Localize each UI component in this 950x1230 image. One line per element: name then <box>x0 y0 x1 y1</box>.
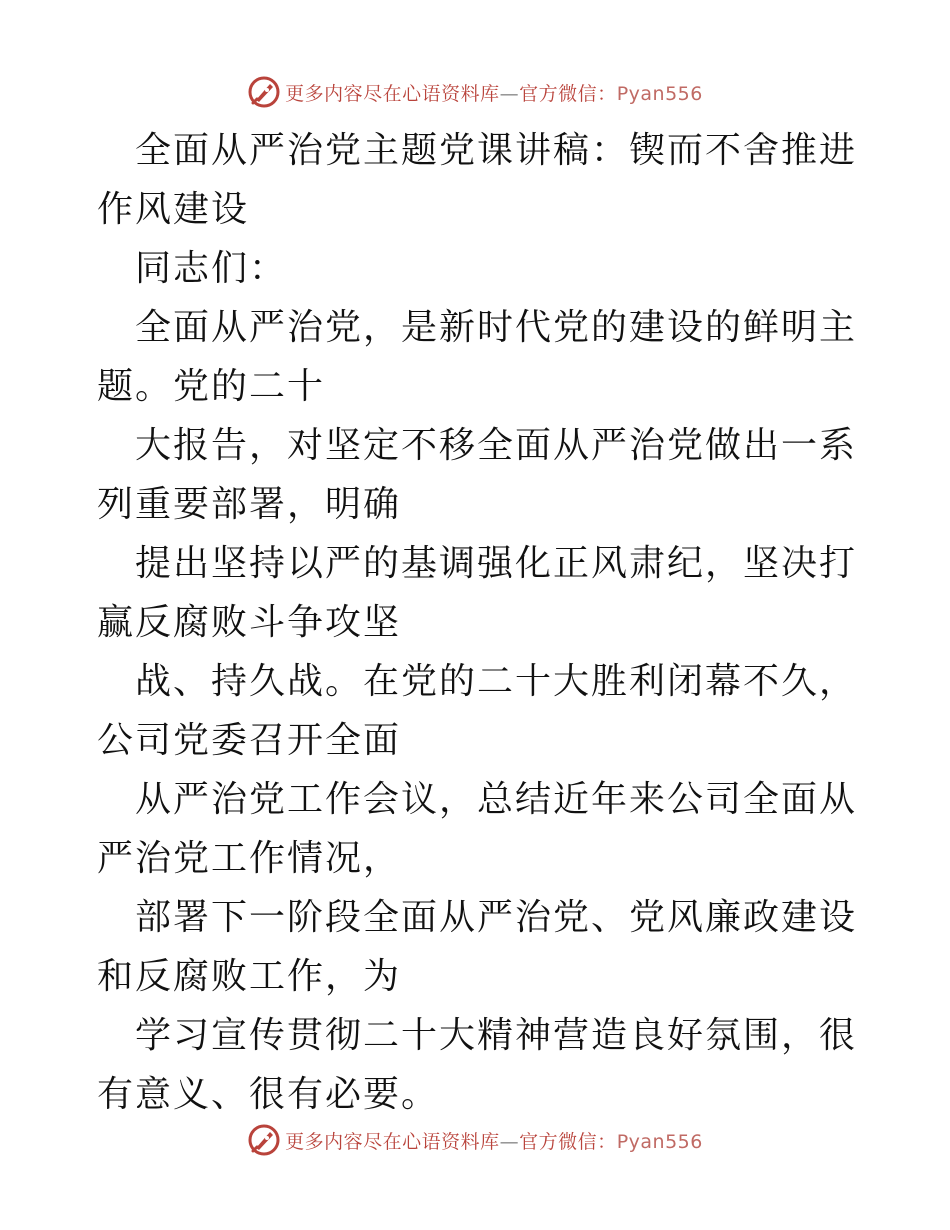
banner-separator: — <box>499 1130 520 1153</box>
banner-wechat-id: Pyan556 <box>616 82 703 105</box>
header-banner <box>0 72 950 112</box>
greeting: 同志们： <box>135 248 288 289</box>
paragraph: 战、持久战。在党的二十大胜利闭幕不久，公司党委召开全面 <box>97 661 858 761</box>
quill-pen-logo-icon <box>247 1123 281 1157</box>
banner-separator: — <box>499 82 520 105</box>
banner-wechat-id: Pyan556 <box>616 1130 703 1153</box>
paragraph: 大报告，对坚定不移全面从严治党做出一系列重要部署，明确 <box>97 425 858 525</box>
banner-text <box>285 79 703 106</box>
banner-text <box>285 1127 703 1154</box>
paragraph: 从严治党工作会议，总结近年来公司全面从严治党工作情况， <box>97 779 858 879</box>
footer-banner <box>0 1120 950 1160</box>
banner-wechat-label: 官方微信： <box>519 82 617 105</box>
banner-site-text: 更多内容尽在心语资料库 <box>285 1130 500 1153</box>
banner-site-text: 更多内容尽在心语资料库 <box>285 82 500 105</box>
document-title: 全面从严治党主题党课讲稿：锲而不舍推进作风建设 <box>97 130 858 230</box>
quill-pen-logo-icon <box>247 75 281 109</box>
paragraph: 全面从严治党，是新时代党的建设的鲜明主题。党的二十 <box>97 307 858 407</box>
paragraph: 学习宣传贯彻二十大精神营造良好氛围，很有意义、很有必要。 <box>97 1015 858 1115</box>
banner-wechat-label: 官方微信： <box>519 1130 617 1153</box>
paragraph: 部署下一阶段全面从严治党、党风廉政建设和反腐败工作，为 <box>97 897 858 997</box>
paragraph: 提出坚持以严的基调强化正风肃纪，坚决打赢反腐败斗争攻坚 <box>97 543 858 643</box>
document-body <box>97 121 857 1124</box>
